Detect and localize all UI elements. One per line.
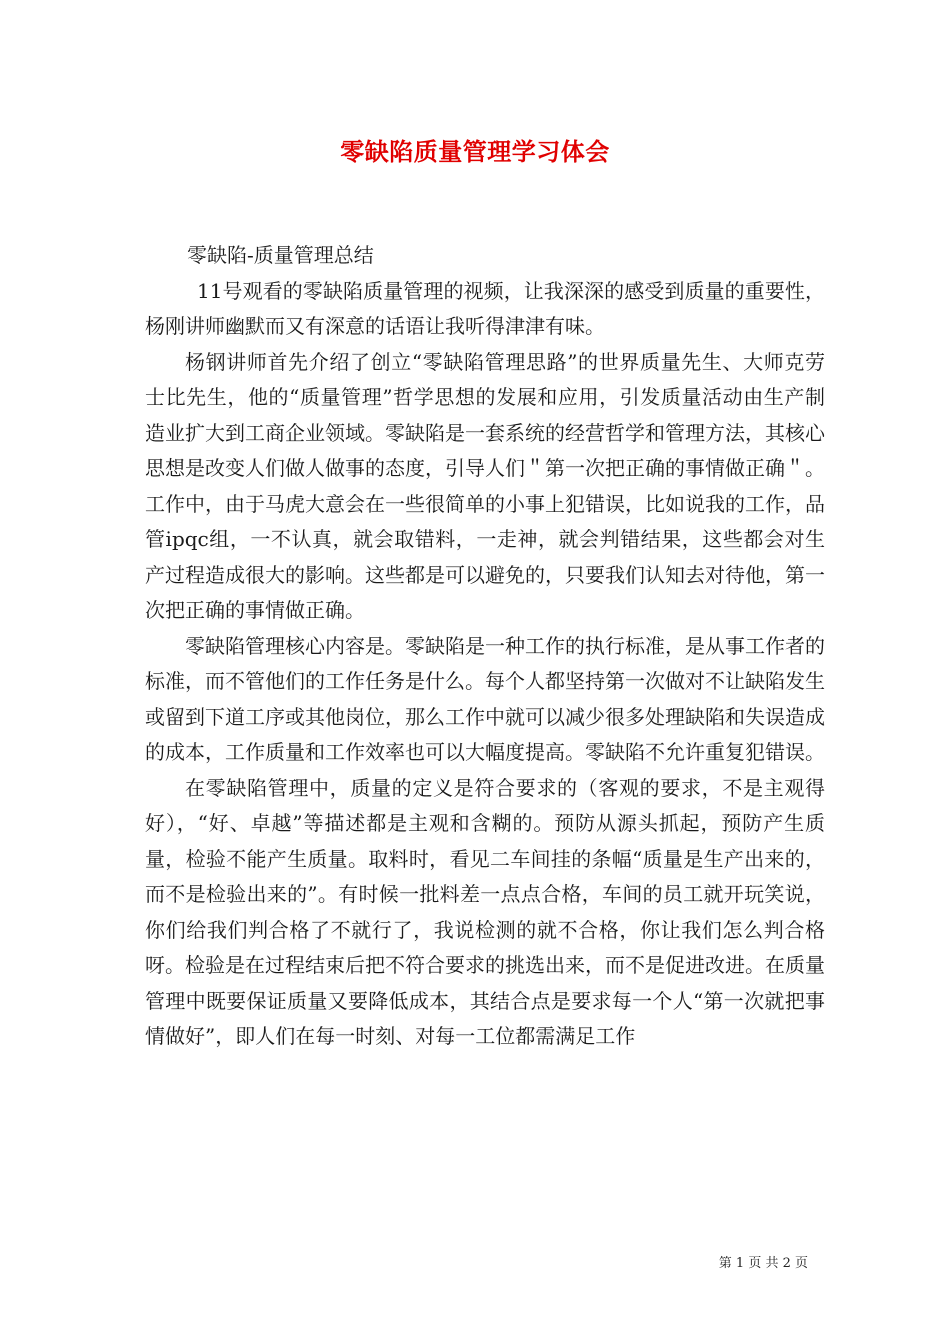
paragraph-2: 杨钢讲师首先介绍了创立“零缺陷管理思路”的世界质量先生、大师克劳士比先生，他的“质量管理”哲学思想的发展和应用，引发质量活动由生产制造业扩大到工商企业领域。零缺陷是一套系统的经营哲学和管理方法，其核心思想是改变人们做人做事的态度，引导人们＂第一次把正确的事情做正确＂。工作中，由于马虎大意会在一些很简单的小事上犯错误，比如说我的工作，品管ipqc组，一不认真，就会取错料，一走神，就会判错结果，这些都会对生产过程造成很大的影响。这些都是可以避免的，只要我们认知去对待他，第一次把正确的事情做正确。 [145,349,825,622]
paragraph-4: 在零缺陷管理中，质量的定义是符合要求的（客观的要求，不是主观得好），“好、卓越”等描述都是主观和含糊的。预防从源头抓起，预防产生质量，检验不能产生质量。取料时，看见二车间挂的条幅“质量是生产出来的，而不是检验出来的”。有时候一批料差一点点合格，车间的员工就开玩笑说，你们给我们判合格了不就行了，我说检测的就不合格，你让我们怎么判合格呀。检验是在过程结束后把不符合要求的挑选出来，而不是促进改进。在质量管理中既要保证质量又要降低成本，其结合点是要求每一个人“第一次就把事情做好”，即人们在每一时刻、对每一工位都需满足工作 [145,775,825,1048]
document-title: 零缺陷质量管理学习体会 [340,137,610,166]
document-subtitle: 零缺陷-质量管理总结 [187,243,374,267]
page-number-footer [719,1252,808,1271]
page-number-label: 第 1 页 共 2 页 [718,1256,808,1271]
paragraph-3: 零缺陷管理核心内容是。零缺陷是一种工作的执行标准，是从事工作者的标准，而不管他们的工作任务是什么。每个人都坚持第一次做对不让缺陷发生或留到下道工序或其他岗位，那么工作中就可以减少很多处理缺陷和失误造成的成本，工作质量和工作效率也可以大幅度提高。零缺陷不允许重复犯错误。 [145,633,825,764]
paragraph-1: 11号观看的零缺陷质量管理的视频，让我深深的感受到质量的重要性，杨刚讲师幽默而又有深意的话语让我听得津津有味。 [145,278,825,338]
document-body [145,238,825,1055]
